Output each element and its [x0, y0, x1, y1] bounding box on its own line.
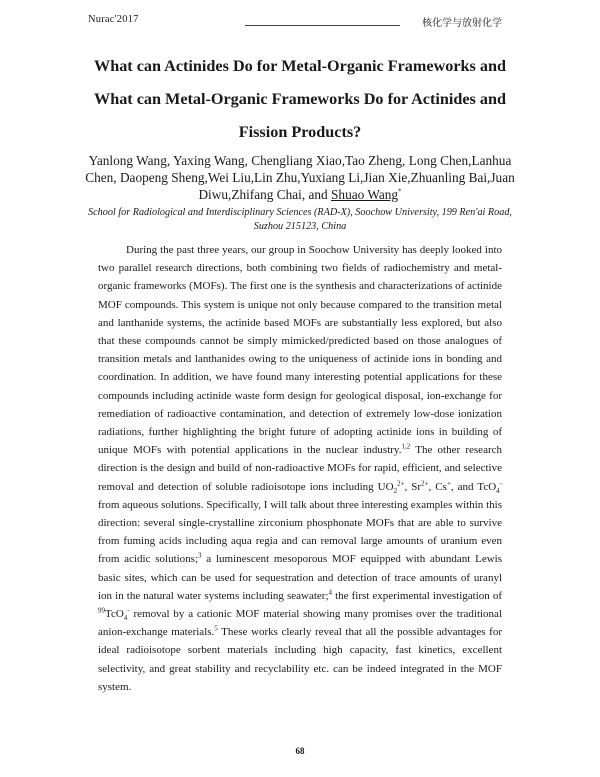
- affiliation: School for Radiological and Interdisciplinary Sciences (RAD-X), Soochow University, 199 Ren'ai Road, Suzhou 215123, China: [88, 207, 512, 232]
- abstract-text: , and TcO: [450, 480, 497, 493]
- superscript: -: [127, 606, 130, 615]
- abstract-body: [98, 241, 502, 696]
- subscript: 4: [496, 486, 500, 495]
- citation: 1,2: [401, 442, 411, 451]
- superscript: 2+: [421, 478, 429, 487]
- corresponding-author: Shuao Wang: [331, 187, 399, 202]
- superscript: +: [446, 478, 451, 487]
- citation: 3: [198, 551, 202, 560]
- header-rule: [245, 25, 400, 26]
- corresponding-star: *: [398, 187, 402, 196]
- superscript: 2+: [397, 478, 405, 487]
- authors-text: Yanlong Wang, Yaxing Wang, Chengliang Xiao,Tao Zheng, Long Chen,Lanhua Chen, Daopeng Sheng,Wei Liu,Lin Zhu,Yuxiang Li,Jian Xie,Zhuanling Bai,Juan Diwu,Zhifang Chai, and: [85, 153, 515, 202]
- abstract-text: These works clearly reveal that all the possible advantages for ideal radioisotope sorbent materials including high capacity, fast kinetics, excellent selectivity, and great stability and recyclability etc. can be indeed integrated in the MOF system.: [98, 626, 502, 693]
- journal-header: Nurac'2017: [88, 14, 139, 25]
- citation: 4: [328, 588, 333, 597]
- abstract-text: During the past three years, our group in Soochow University has deeply looked into two parallel research directions, both combining two fields of radiochemistry and metal-organic frameworks (MOFs). The first one is the synthesis and characterizations of actinide MOF compounds. This system is unique not only because compared to the transition metal and lanthanide systems, the actinide based MOFs are substantially less explored, but also that these compounds cannot be simply mimicked/predicted based on those analogues of transition metals and lanthanides owing to the uniqueness of actinide ions in bonding and coordination. In addition, we have found many interesting potential applications for these compounds including actinide waste form design for geological disposal, ion-exchange for remediation of radioactive contamination, and detection of extremely low-dose ionization radiations, further highlighting the bright future of adopting actinide ions in building of unique MOFs with potential applications in the nuclear industry.: [98, 244, 502, 457]
- abstract-text: , Cs: [428, 480, 447, 493]
- citation: 5: [214, 624, 218, 633]
- superscript: -: [499, 478, 502, 487]
- journal-header-right: 核化学与放射化学: [422, 18, 502, 29]
- superscript: 99: [98, 606, 105, 615]
- subscript: 2: [393, 486, 398, 495]
- abstract-text: the first experimental investigation of: [332, 589, 502, 602]
- abstract-text: removal by a cationic MOF material showing many promises over the traditional anion-exchange materials.: [98, 608, 502, 639]
- paper-title: What can Actinides Do for Metal-Organic Frameworks and What can Metal-Organic Frameworks Do for Actinides and Fission Products?: [94, 57, 506, 141]
- abstract-text: TcO: [105, 608, 124, 621]
- abstract-text: from aqueous solutions. Specifically, I will talk about three interesting examples within this direction: several single-crystalline zirconium phosphonate MOFs that are able to survive from fuming acids including aqua regia and can removal large amounts of uranium even from acidic solutions;: [98, 498, 502, 566]
- abstract-text: The other research direction is the design and build of non-radioactive MOFs for rapid, efficient, and selective removal and detection of soluble radioisotope ions including UO: [98, 444, 502, 493]
- author-list: [80, 152, 520, 203]
- subscript: 4: [123, 614, 128, 623]
- page-number: 68: [295, 746, 305, 756]
- abstract-text: a luminescent mesoporous MOF equipped with abundant Lewis basic sites, which can be used for sequestration and detection of trace amounts of uranyl ion in the natural water systems including seawater;: [98, 553, 502, 602]
- abstract-text: , Sr: [404, 480, 422, 493]
